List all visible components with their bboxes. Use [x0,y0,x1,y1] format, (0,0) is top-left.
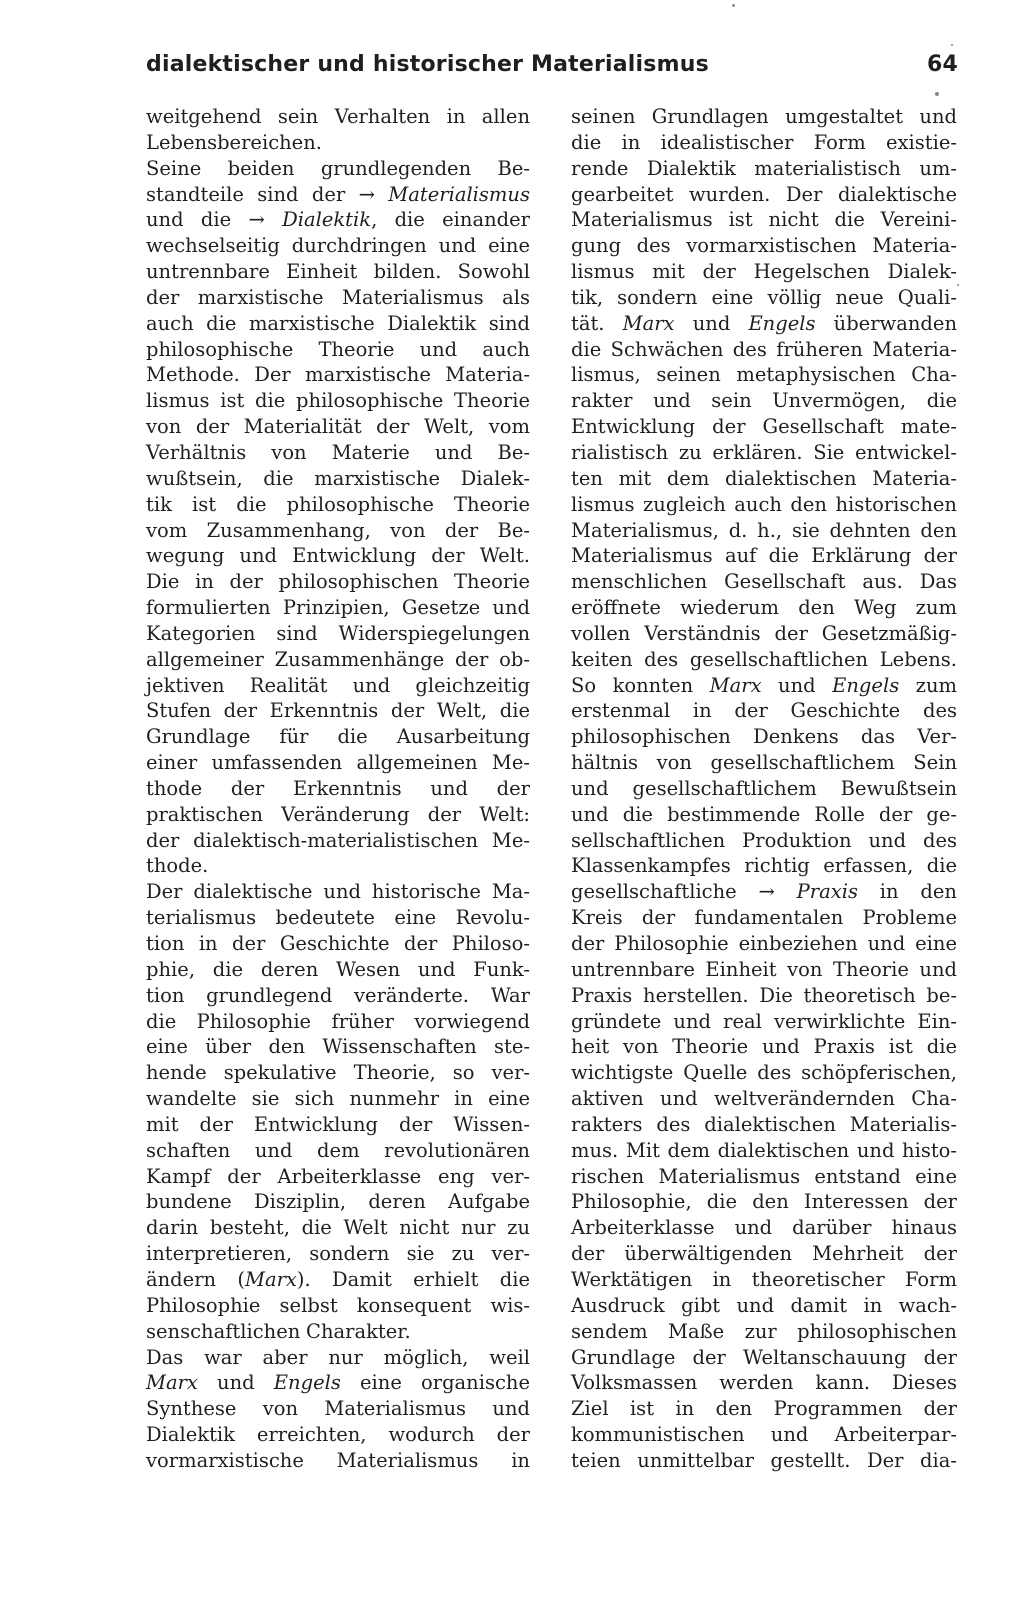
italic-term: Marx [622,311,675,335]
text-line [146,492,530,518]
text-run: Stufen der Erkenntnis der Welt, die [146,699,530,723]
text-line [571,414,957,440]
text-line [571,621,957,647]
text-run: Kreis der fundamentalen Probleme [571,906,957,930]
text-line [146,1164,530,1190]
text-run: Entwicklung der Gesellschaft mate- [571,415,957,439]
text-run: wegung und Entwicklung der Welt. [146,544,530,568]
text-run: und [674,311,749,335]
text-line [146,440,530,466]
print-speck [935,92,939,96]
left-text-column [146,104,530,1474]
print-speck [951,44,953,46]
running-head [146,52,958,88]
text-line [571,388,957,414]
text-line [146,104,530,130]
text-line [146,182,530,208]
print-speck [957,284,959,286]
text-run: lismus, seinen metaphysischen Cha- [571,363,957,387]
text-run: untrennbare Einheit bilden. Sowohl [146,260,530,284]
text-run: interpretieren, sondern sie zu ver- [146,1242,530,1266]
text-run: hende spekulative Theorie, so ver- [146,1061,530,1085]
text-run: thode der Erkenntnis und der [146,776,530,800]
text-run: Volksmassen werden kann. Dieses [571,1371,957,1395]
text-line [571,957,957,983]
text-line [146,1060,530,1086]
text-run: zum [899,673,957,697]
text-run: phie, die deren Wesen und Funk- [146,957,530,981]
text-line [571,104,957,130]
text-line [571,1396,957,1422]
text-line [571,207,957,233]
text-run: standteile sind der → [146,182,389,206]
text-run: Philosophie, die den Interessen der [571,1190,957,1214]
text-run: teien unmittelbar gestellt. Der dia- [571,1448,957,1472]
text-run: sellschaftlichen Produktion und des [571,828,957,852]
text-run: Klassenkampfes richtig erfassen, die [571,854,957,878]
text-line [146,647,530,673]
text-run: wichtigste Quelle des schöpferischen, [571,1061,957,1085]
italic-term: Marx [146,1371,198,1395]
text-run: rakters des dialektischen Materialis- [571,1112,957,1136]
text-run: Materialismus ist nicht die Vereini- [571,208,957,232]
text-line [146,1189,530,1215]
text-run: darin besteht, die Welt nicht nur zu [146,1216,530,1240]
text-line [571,1060,957,1086]
text-line [571,233,957,259]
text-run: menschlichen Gesellschaft aus. Das [571,570,957,594]
text-line [146,414,530,440]
text-line [146,518,530,544]
text-line [571,440,957,466]
text-line [571,285,957,311]
text-run: und die → [146,208,283,232]
text-run: formulierten Prinzipien, Gesetze und [146,596,530,620]
text-run: mus. Mit dem dialektischen und histo- [571,1138,957,1162]
text-run: Grundlage der Weltanschauung der [571,1345,957,1369]
text-run: und [761,673,833,697]
italic-term: Materialismus [388,182,530,206]
text-line [146,311,530,337]
text-line [571,776,957,802]
text-run: Seine beiden grundlegenden Be- [146,156,530,180]
text-run: bundene Disziplin, deren Aufgabe [146,1190,530,1214]
text-run: und die bestimmende Rolle der ge- [571,802,957,826]
text-run: der Philosophie einbeziehen und eine [571,932,957,955]
text-line [571,905,957,931]
text-line [571,182,957,208]
text-line [571,518,957,544]
text-run: eröffnete wiederum den Weg zum [571,596,957,620]
text-line [571,1293,957,1319]
text-line [146,388,530,414]
text-run: seinen Grundlagen umgestaltet und [571,105,957,128]
text-line [571,931,957,957]
text-run: mit der Entwicklung der Wissen- [146,1112,530,1136]
running-head-title: dialektischer und historischer Materialismus [146,52,709,77]
text-line [571,337,957,363]
text-run: Ziel ist in den Programmen der [571,1397,957,1421]
text-line [146,337,530,363]
text-run: in den [857,880,957,904]
text-line [571,1009,957,1035]
text-line [571,1112,957,1138]
text-line [146,724,530,750]
text-run: Dialektik erreichten, wodurch der [146,1423,530,1447]
text-run: tik, sondern eine völlig neue Quali- [571,285,957,309]
text-line [571,130,957,156]
text-run: rende Dialektik materialistisch um- [571,156,957,180]
text-run: terialismus bedeutete eine Revolu- [146,906,530,930]
text-run: der überwältigenden Mehrheit der [571,1242,957,1266]
text-run: die in idealistischer Form existie- [571,130,957,154]
text-line [571,1345,957,1371]
text-run: Werktätigen in theoretischer Form [571,1267,957,1291]
text-line [146,1086,530,1112]
text-run: rialistisch zu erklären. Sie entwickel- [571,440,957,464]
text-run: Lebensbereichen. [146,130,322,154]
italic-term: Engels [748,311,816,335]
text-line [146,259,530,285]
text-run: Praxis herstellen. Die theoretisch be- [571,983,957,1007]
text-run: Das war aber nur möglich, weil [146,1345,530,1369]
text-run: Grundlage für die Ausarbeitung [146,725,530,749]
italic-term: Marx [245,1267,297,1291]
text-line [571,595,957,621]
text-run: von der Materialität der Welt, vom [146,415,530,439]
text-line [571,828,957,854]
text-run: weitgehend sein Verhalten in allen [146,105,530,128]
text-run: keiten des gesellschaftlichen Lebens. [571,647,957,671]
text-line [571,724,957,750]
print-speck [732,4,735,7]
text-run: philosophischen Denkens das Ver- [571,725,957,749]
text-run: Ausdruck gibt und damit in wach- [571,1293,957,1317]
text-line [571,673,957,699]
text-run: der dialektisch-materialistischen Me- [146,828,530,852]
text-run: erstenmal in der Geschichte des [571,699,957,723]
text-line [571,1448,957,1474]
text-line [146,1009,530,1035]
text-run: ). Damit erhielt die [296,1267,530,1291]
text-run: Die in der philosophischen Theorie [146,570,530,594]
text-line [571,647,957,673]
text-line [146,543,530,569]
text-line [146,156,530,182]
text-line [146,1241,530,1267]
text-line [146,828,530,854]
text-run: gearbeitet wurden. Der dialektische [571,182,957,206]
text-run: aktiven und weltverändernden Cha- [571,1087,957,1111]
text-run: und [197,1371,274,1395]
text-run: tät. [571,311,623,335]
text-line [571,1215,957,1241]
text-run: ändern ( [146,1267,245,1291]
text-line [146,1396,530,1422]
text-line [146,957,530,983]
text-line [146,905,530,931]
text-run: kommunistischen und Arbeiterpar- [571,1423,957,1447]
text-run: , die einander [371,208,530,232]
text-line [146,569,530,595]
text-line [146,285,530,311]
text-run: Materialismus auf die Erklärung der [571,544,957,568]
text-run: rakter und sein Unvermögen, die [571,389,957,413]
text-line [571,259,957,285]
text-run: gesellschaftliche → [571,880,797,904]
text-run: heit von Theorie und Praxis ist die [571,1035,957,1059]
text-run: schaften und dem revolutionären [146,1138,530,1162]
text-line [146,1448,530,1474]
text-line [571,1189,957,1215]
text-run: rischen Materialismus entstand eine [571,1164,957,1188]
italic-term: Marx [709,673,762,697]
text-run: vom Zusammenhang, von der Be- [146,518,530,542]
text-line [571,1138,957,1164]
text-line [146,130,530,156]
text-run: wußtsein, die marxistische Dialek- [146,466,530,490]
text-run: Synthese von Materialismus und [146,1397,530,1421]
text-run: tion grundlegend veränderte. War [146,983,530,1007]
text-line [571,569,957,595]
text-run: Kampf der Arbeiterklasse eng ver- [146,1164,530,1188]
text-run: philosophische Theorie und auch [146,337,530,361]
text-line [146,1034,530,1060]
text-line [146,802,530,828]
text-line [571,879,957,905]
text-run: überwanden [815,311,957,335]
text-line [571,311,957,337]
text-line [146,853,530,879]
text-run: tion in der Geschichte der Philoso- [146,932,530,955]
text-run: hältnis von gesellschaftlichem Sein [571,751,957,775]
text-line [146,750,530,776]
text-line [571,1034,957,1060]
text-line [571,1319,957,1345]
text-line [571,362,957,388]
text-line [146,1215,530,1241]
italic-term: Engels [273,1371,341,1395]
text-run: Methode. Der marxistische Materia- [146,363,530,387]
page-number: 64 [926,52,958,77]
text-line [571,853,957,879]
text-run: lismus mit der Hegelschen Dialek- [571,260,957,284]
text-line [571,802,957,828]
text-line [146,776,530,802]
text-run: sendem Maße zur philosophischen [571,1319,957,1343]
text-line [146,1345,530,1371]
text-run: jektiven Realität und gleichzeitig [146,673,530,697]
text-line [146,621,530,647]
text-line [571,1086,957,1112]
text-line [146,1319,530,1345]
text-line [571,1164,957,1190]
text-line [146,983,530,1009]
text-line [146,233,530,259]
text-run: die Schwächen des früheren Materia- [571,337,957,361]
text-run: eine organische [340,1371,530,1395]
text-run: die Philosophie früher vorwiegend [146,1009,530,1033]
text-line [571,1241,957,1267]
text-run: Verhältnis von Materie und Be- [146,440,530,464]
text-line [571,1267,957,1293]
text-run: Der dialektische und historische Ma- [146,880,530,904]
text-run: wandelte sie sich nunmehr in eine [146,1087,530,1111]
text-line [146,931,530,957]
text-line [146,466,530,492]
text-line [146,1112,530,1138]
text-line [146,1422,530,1448]
text-line [146,673,530,699]
text-run: senschaftlichen Charakter. [146,1319,411,1343]
text-run: Materialismus, d. h., sie dehnten den [571,518,957,542]
text-run: einer umfassenden allgemeinen Me- [146,751,530,775]
text-run: allgemeiner Zusammenhänge der ob- [146,647,530,671]
text-line [571,492,957,518]
text-run: und gesellschaftlichem Bewußtsein [571,776,957,800]
text-run: ten mit dem dialektischen Materia- [571,466,957,490]
text-line [571,156,957,182]
text-line [571,466,957,492]
text-line [146,207,530,233]
text-line [146,879,530,905]
text-line [146,1138,530,1164]
text-line [571,1370,957,1396]
text-line [571,750,957,776]
text-line [146,362,530,388]
text-line [571,543,957,569]
text-run: Philosophie selbst konsequent wis- [146,1293,530,1317]
text-run: untrennbare Einheit von Theorie und [571,957,957,981]
text-run: vollen Verständnis der Gesetzmäßig- [571,621,957,645]
text-run: wechselseitig durchdringen und eine [146,234,530,258]
italic-term: Engels [832,673,900,697]
text-run: vormarxistische Materialismus in [146,1448,530,1472]
text-run: So konnten [571,673,710,697]
text-line [146,1267,530,1293]
text-run: Arbeiterklasse und darüber hinaus [571,1216,957,1240]
text-line [146,1370,530,1396]
text-line [571,1422,957,1448]
text-run: praktischen Veränderung der Welt: [146,802,530,826]
text-run: lismus ist die philosophische Theorie [146,389,530,413]
italic-term: Praxis [796,880,858,904]
right-text-column [571,104,957,1474]
text-run: gung des vormarxistischen Materia- [571,234,957,258]
text-run: eine über den Wissenschaften ste- [146,1035,530,1059]
text-line [571,983,957,1009]
text-run: lismus zugleich auch den historischen [571,492,957,516]
text-run: tik ist die philosophische Theorie [146,492,530,516]
text-run: auch die marxistische Dialektik sind [146,311,530,335]
text-line [571,698,957,724]
text-line [146,698,530,724]
text-line [146,1293,530,1319]
text-run: gründete und real verwirklichte Ein- [571,1009,957,1033]
text-run: Kategorien sind Widerspiegelungen [146,621,530,645]
italic-term: Dialektik [282,208,372,232]
text-run: thode. [146,854,209,878]
text-run: der marxistische Materialismus als [146,285,530,309]
text-line [146,595,530,621]
